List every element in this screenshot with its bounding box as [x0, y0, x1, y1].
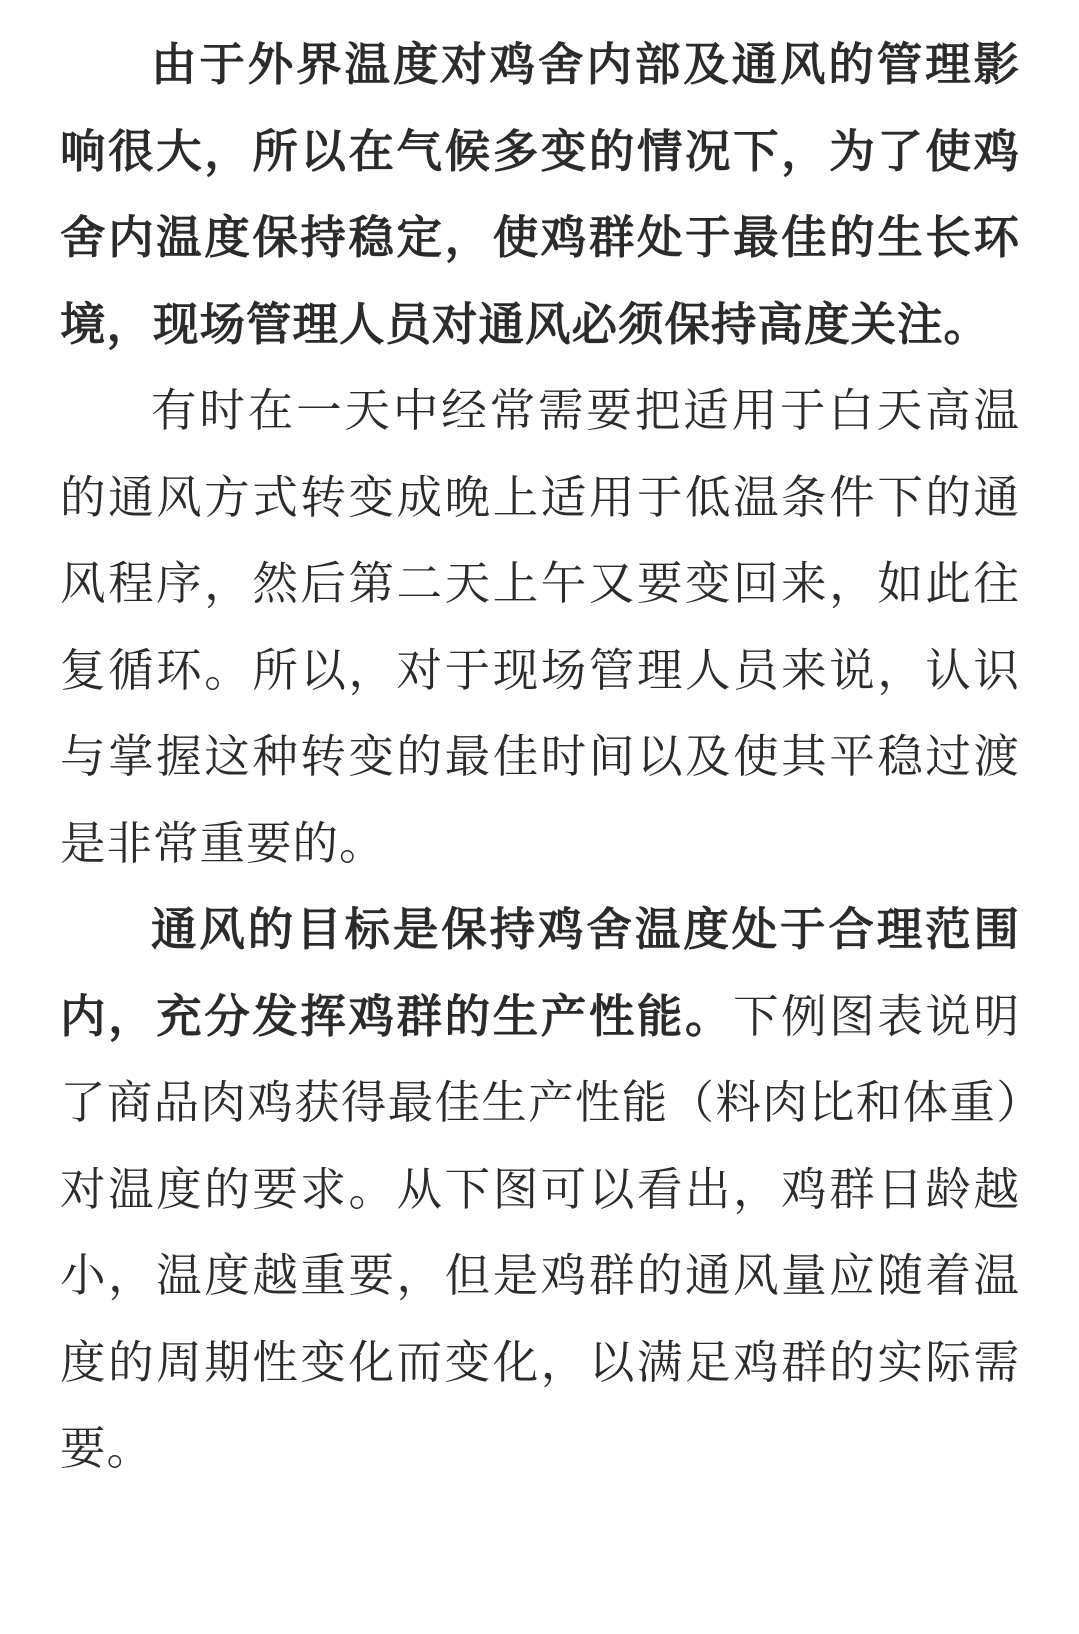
paragraph-2: 有时在一天中经常需要把适用于白天高温的通风方式转变成晚上适用于低温条件下的通风程序，然后第二天上午又要变回来，如此往复循环。所以，对于现场管理人员来说，认识与掌握这种转变的最佳时间以及使其平稳过渡是非常重要的。 [60, 384, 1020, 870]
paragraph-1: 由于外界温度对鸡舍内部及通风的管理影响很大，所以在气候多变的情况下，为了使鸡舍内温度保持稳定，使鸡群处于最佳的生长环境，现场管理人员对通风必须保持高度关注。 [60, 38, 1020, 351]
article-body [60, 22, 1020, 1493]
paragraph-3-normal-text: 下例图表说明了商品肉鸡获得最佳生产性能（料肉比和体重）对温度的要求。从下图可以看出，鸡群日龄越小，温度越重要，但是鸡群的通风量应随着温度的周期性变化而变化，以满足鸡群的实际需要。 [60, 989, 1020, 1475]
paragraph-3 [60, 887, 1020, 1493]
paragraph-3-bold-sentence: 通风的目标是保持鸡舍温度处于合理范围内，充分发挥鸡群的生产性能。 [60, 903, 1020, 1043]
